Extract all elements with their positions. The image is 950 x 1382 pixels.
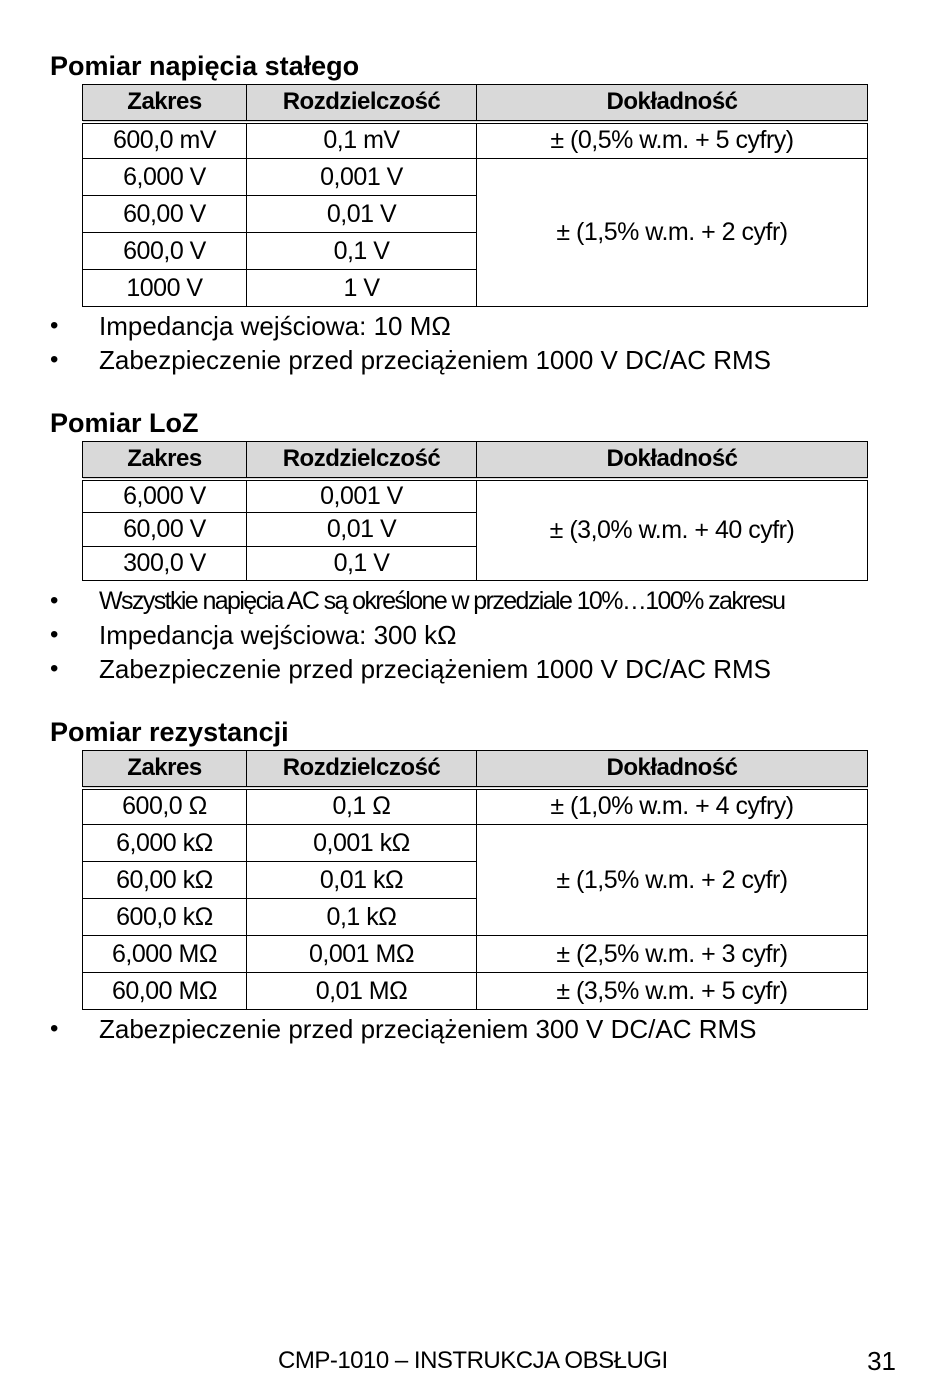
spec-table-resistance — [82, 750, 868, 1010]
page-number: 31 — [867, 1346, 896, 1376]
section-title-loz: Pomiar LoZ — [50, 408, 199, 438]
resolution-cell: 0,001 MΩ — [247, 936, 477, 973]
list-item: • Impedancja wejściowa: 300 kΩ — [50, 618, 784, 652]
column-header-accuracy: Dokładność — [477, 751, 868, 788]
table-row — [83, 936, 868, 973]
column-header-resolution: Rozdzielczość — [247, 751, 477, 788]
range-cell: 600,0 Ω — [83, 788, 247, 825]
column-header-range: Zakres — [83, 85, 247, 122]
range-cell: 6,000 MΩ — [83, 936, 247, 973]
notes-list-dc-voltage — [50, 309, 771, 377]
notes-list-resistance — [50, 1012, 757, 1046]
range-cell: 600,0 kΩ — [83, 899, 247, 936]
resolution-cell: 0,01 V — [247, 513, 477, 547]
accuracy-cell: ± (1,5% w.m. + 2 cyfr) — [477, 825, 868, 936]
list-item: • Zabezpieczenie przed przeciążeniem 1000 V DC/AC RMS — [50, 343, 771, 377]
column-header-range: Zakres — [83, 751, 247, 788]
list-item: • Wszystkie napięcia AC są określone w przedziale 10%…100% zakresu — [50, 584, 784, 618]
resolution-cell: 0,1 mV — [247, 122, 477, 159]
range-cell: 600,0 mV — [83, 122, 247, 159]
accuracy-cell: ± (0,5% w.m. + 5 cyfry) — [477, 122, 868, 159]
range-cell: 60,00 V — [83, 513, 247, 547]
range-cell: 300,0 V — [83, 547, 247, 581]
notes-list-loz — [50, 584, 784, 686]
table-header-row — [83, 442, 868, 479]
accuracy-cell: ± (3,5% w.m. + 5 cyfr) — [477, 973, 868, 1010]
accuracy-cell: ± (1,5% w.m. + 2 cyfr) — [477, 159, 868, 307]
column-header-accuracy: Dokładność — [477, 442, 868, 479]
table-row — [83, 973, 868, 1010]
accuracy-cell: ± (1,0% w.m. + 4 cyfry) — [477, 788, 868, 825]
range-cell: 600,0 V — [83, 233, 247, 270]
table-row — [83, 825, 868, 862]
resolution-cell: 0,1 Ω — [247, 788, 477, 825]
range-cell: 60,00 V — [83, 196, 247, 233]
resolution-cell: 0,001 V — [247, 159, 477, 196]
resolution-cell: 1 V — [247, 270, 477, 307]
range-cell: 1000 V — [83, 270, 247, 307]
resolution-cell: 0,01 kΩ — [247, 862, 477, 899]
table-row — [83, 479, 868, 513]
list-item: • Zabezpieczenie przed przeciążeniem 1000 V DC/AC RMS — [50, 652, 784, 686]
column-header-resolution: Rozdzielczość — [247, 442, 477, 479]
resolution-cell: 0,1 V — [247, 547, 477, 581]
resolution-cell: 0,1 V — [247, 233, 477, 270]
table-header-row — [83, 751, 868, 788]
resolution-cell: 0,001 kΩ — [247, 825, 477, 862]
list-item: • Zabezpieczenie przed przeciążeniem 300 V DC/AC RMS — [50, 1012, 757, 1046]
section-title-resistance: Pomiar rezystancji — [50, 717, 289, 747]
resolution-cell: 0,001 V — [247, 479, 477, 513]
page-footer — [0, 1343, 950, 1379]
table-row — [83, 788, 868, 825]
spec-table-dc-voltage — [82, 84, 868, 307]
column-header-range: Zakres — [83, 442, 247, 479]
accuracy-cell: ± (2,5% w.m. + 3 cyfr) — [477, 936, 868, 973]
range-cell: 6,000 V — [83, 159, 247, 196]
range-cell: 60,00 MΩ — [83, 973, 247, 1010]
table-row — [83, 159, 868, 196]
range-cell: 6,000 V — [83, 479, 247, 513]
spec-table-loz — [82, 441, 868, 581]
accuracy-cell: ± (3,0% w.m. + 40 cyfr) — [477, 479, 868, 581]
table-row — [83, 122, 868, 159]
table-header-row — [83, 85, 868, 122]
column-header-accuracy: Dokładność — [477, 85, 868, 122]
footer-document-title: CMP-1010 – INSTRUKCJA OBSŁUGI — [278, 1347, 668, 1374]
resolution-cell: 0,01 V — [247, 196, 477, 233]
column-header-resolution: Rozdzielczość — [247, 85, 477, 122]
section-title-dc-voltage: Pomiar napięcia stałego — [50, 51, 360, 81]
list-item: • Impedancja wejściowa: 10 MΩ — [50, 309, 771, 343]
range-cell: 6,000 kΩ — [83, 825, 247, 862]
resolution-cell: 0,1 kΩ — [247, 899, 477, 936]
range-cell: 60,00 kΩ — [83, 862, 247, 899]
resolution-cell: 0,01 MΩ — [247, 973, 477, 1010]
